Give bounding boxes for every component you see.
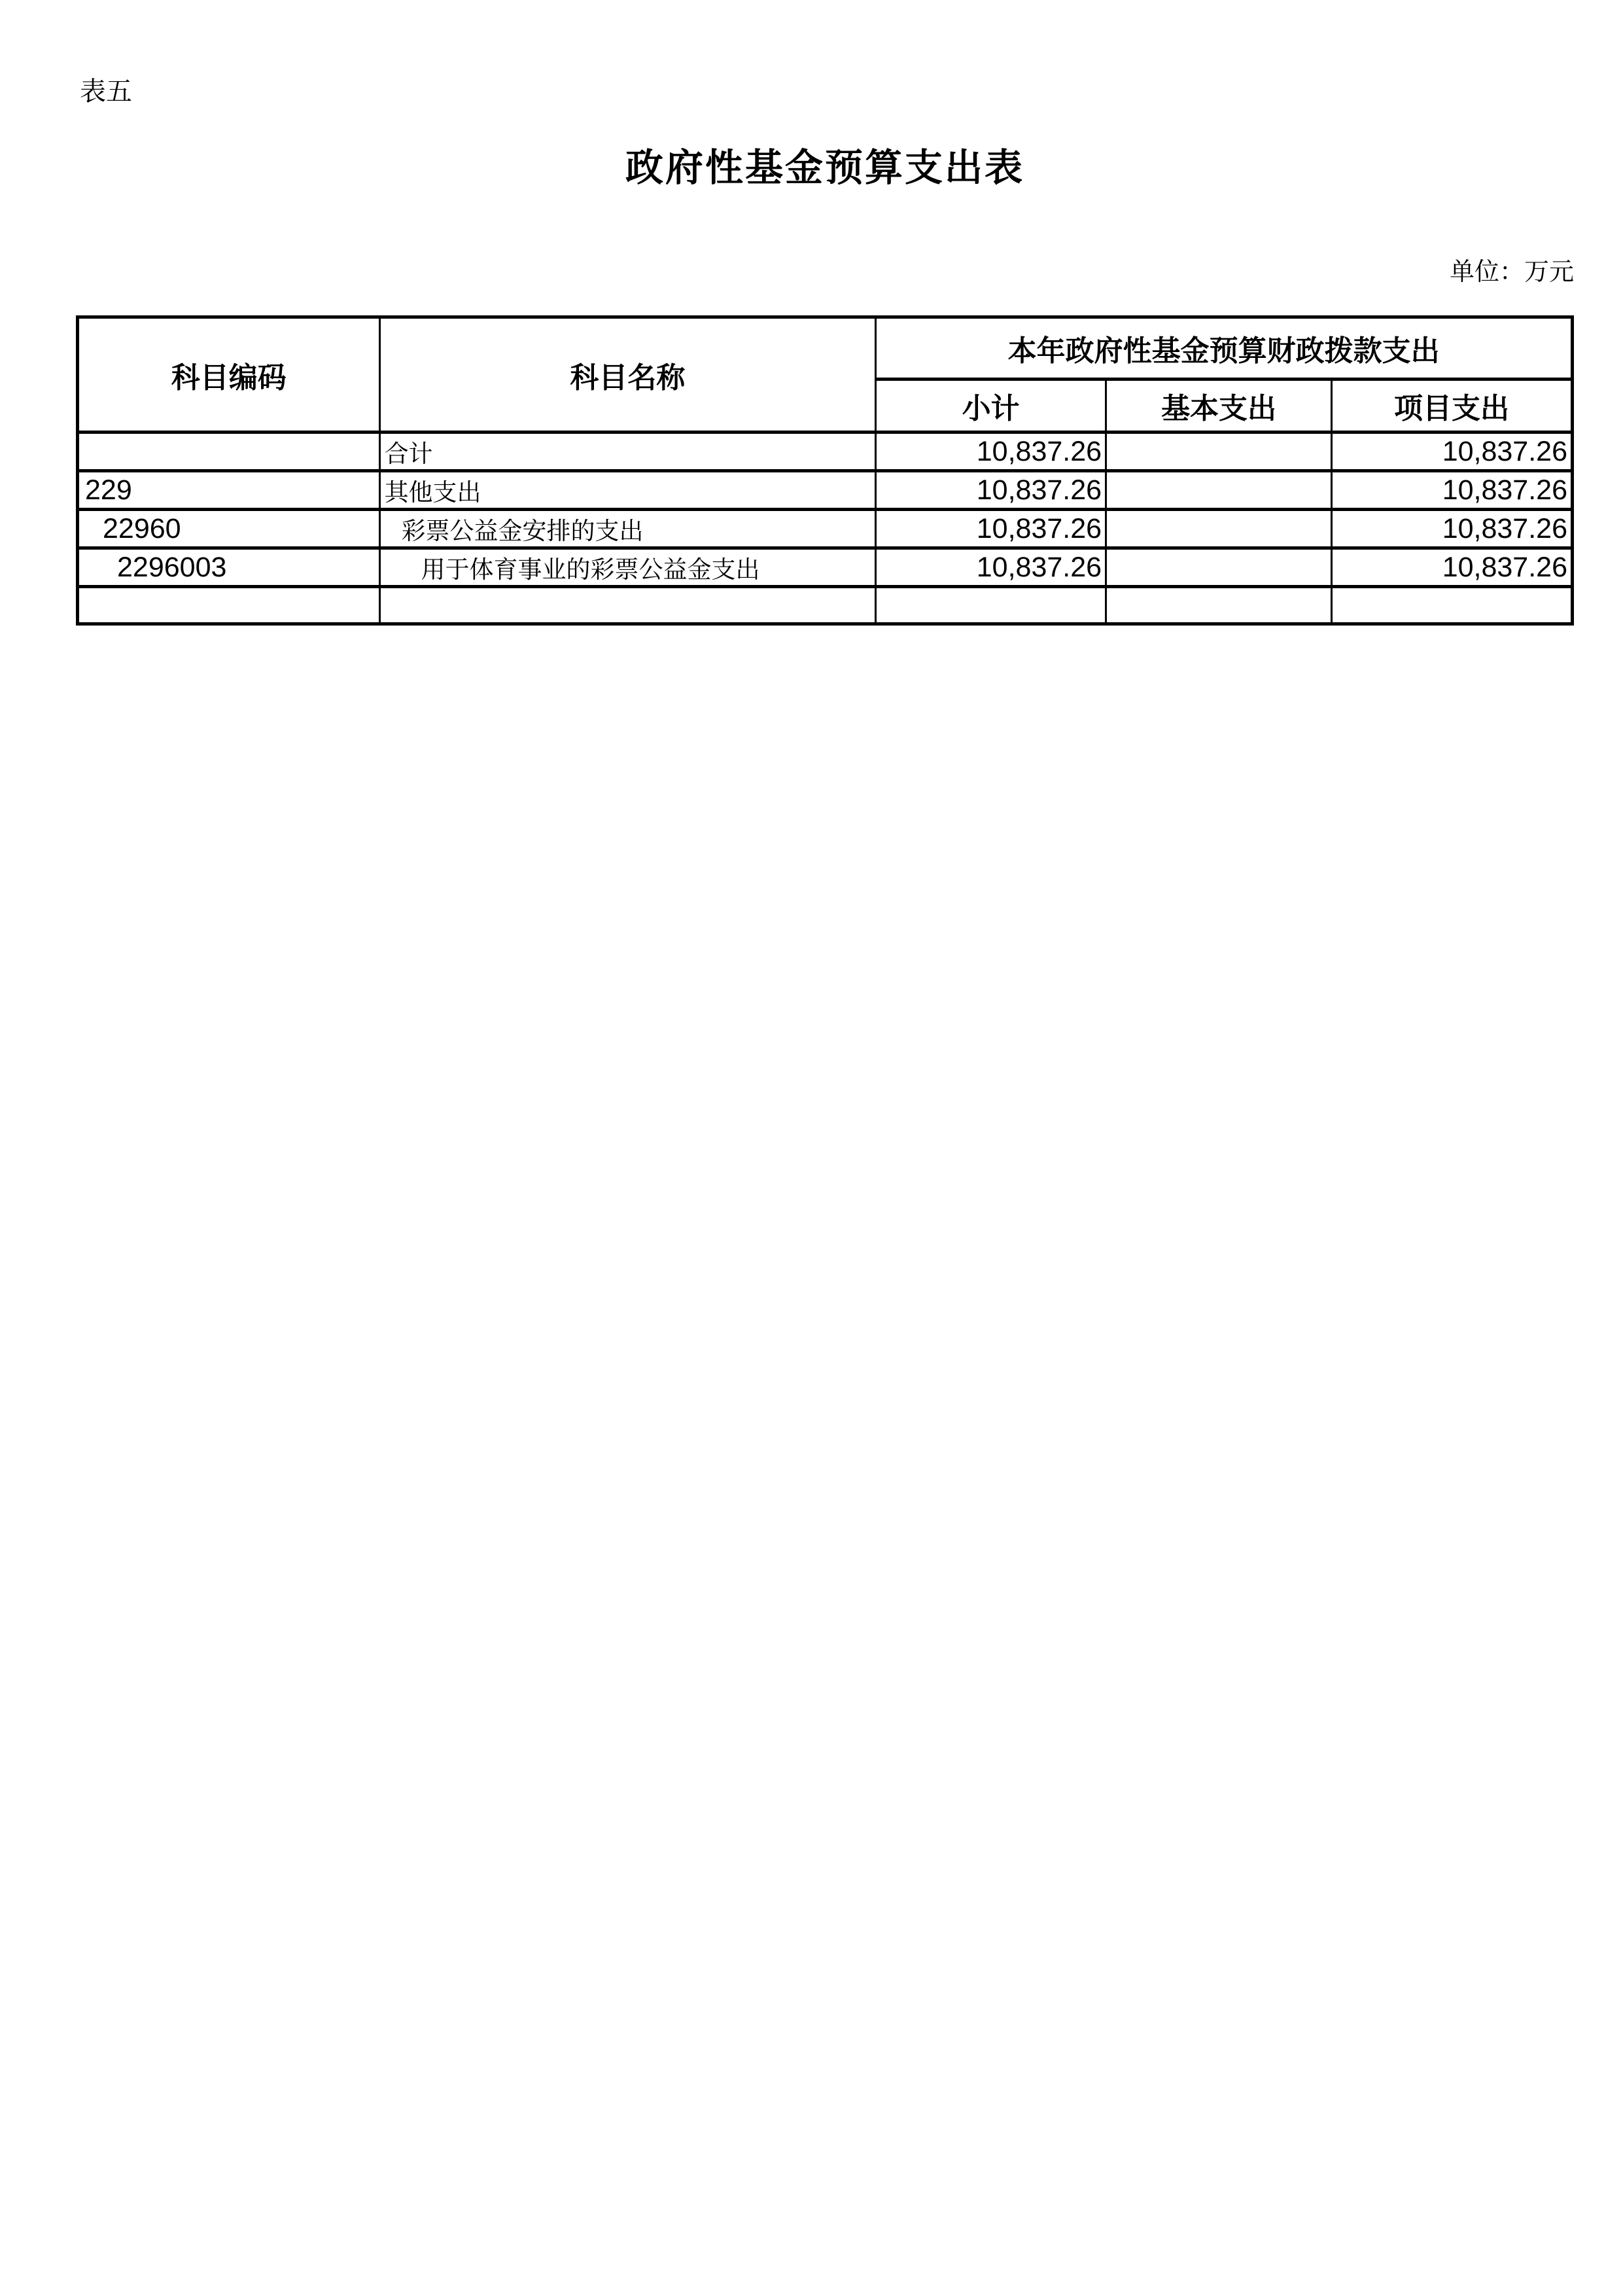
table-row xyxy=(78,471,1573,510)
cell-basic-expenditure xyxy=(1106,548,1332,587)
cell-subject-code: 229 xyxy=(78,471,380,510)
cell-basic-expenditure xyxy=(1106,433,1332,471)
budget-table xyxy=(76,315,1574,626)
table-row xyxy=(78,587,1573,624)
unit-label: 单位：万元 xyxy=(1449,258,1574,286)
table-body xyxy=(78,433,1573,624)
cell-project-expenditure: 10,837.26 xyxy=(1332,471,1573,510)
cell-subject-name: 用于体育事业的彩票公益金支出 xyxy=(379,548,876,587)
col-header-subtotal: 小计 xyxy=(876,380,1106,433)
cell-project-expenditure: 10,837.26 xyxy=(1332,548,1573,587)
table-row xyxy=(78,548,1573,587)
cell-subtotal: 10,837.26 xyxy=(876,548,1106,587)
cell-subject-code xyxy=(78,587,380,624)
cell-basic-expenditure xyxy=(1106,510,1332,548)
cell-project-expenditure: 10,837.26 xyxy=(1332,433,1573,471)
cell-subtotal: 10,837.26 xyxy=(876,510,1106,548)
col-header-project-expenditure: 项目支出 xyxy=(1332,380,1573,433)
table-header xyxy=(78,317,1573,433)
cell-subject-name: 其他支出 xyxy=(379,471,876,510)
col-header-subject-name: 科目名称 xyxy=(379,317,876,433)
col-header-appropriation-group: 本年政府性基金预算财政拨款支出 xyxy=(876,317,1573,380)
cell-project-expenditure xyxy=(1332,587,1573,624)
cell-subject-code xyxy=(78,433,380,471)
col-header-subject-code: 科目编码 xyxy=(78,317,380,433)
cell-subject-name: 彩票公益金安排的支出 xyxy=(379,510,876,548)
cell-basic-expenditure xyxy=(1106,587,1332,624)
col-header-basic-expenditure: 基本支出 xyxy=(1106,380,1332,433)
table-row xyxy=(78,510,1573,548)
cell-subject-code: 2296003 xyxy=(78,548,380,587)
cell-subtotal: 10,837.26 xyxy=(876,471,1106,510)
page-title: 政府性基金预算支出表 xyxy=(625,147,1024,189)
table-row xyxy=(78,433,1573,471)
cell-subtotal: 10,837.26 xyxy=(876,433,1106,471)
cell-subtotal xyxy=(876,587,1106,624)
cell-subject-name xyxy=(379,587,876,624)
cell-basic-expenditure xyxy=(1106,471,1332,510)
cell-project-expenditure: 10,837.26 xyxy=(1332,510,1573,548)
cell-subject-name: 合计 xyxy=(379,433,876,471)
cell-subject-code: 22960 xyxy=(78,510,380,548)
sheet-label: 表五 xyxy=(80,77,132,106)
